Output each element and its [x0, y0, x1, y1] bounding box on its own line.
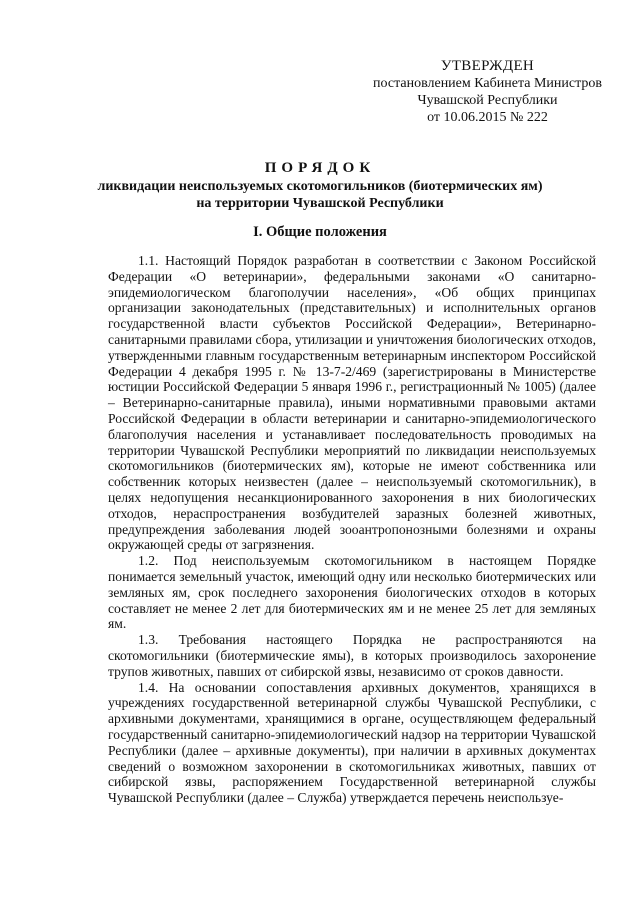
approval-heading: УТВЕРЖДЕН	[440, 58, 535, 74]
approval-line: от 10.06.2015 № 222	[427, 110, 548, 125]
document-title	[90, 158, 550, 212]
paragraph: 1.1. Настоящий Порядок разработан в соответствии с Законом Российской Федерации «О ветеринарии», федеральными законами «О санитарно-эпидемиологическом благополучии населения», «Об общих принципах организации законодательных (представительных) и исполнительных органов государственной власти субъектов Российской Федерации», Ветеринарно-санитарными правилами сбора, утилизации и уничтожения биологических отходов, утвержденными главным государственным ветеринарным инспектором Российской Федерации 4 декабря 1995 г. № 13-7-2/469 (зарегистрированы в Министерстве юстиции Российской Федерации 5 января 1996 г., регистрационный № 1005) (далее – Ветеринарно-санитарные правила), иными нормативными правовыми актами Российской Федерации в области ветеринарии и санитарно-эпидемиологического благополучия населения и устанавливает последовательность проводимых на территории Чувашской Республики мероприятий по ликвидации неиспользуемых скотомогильников (биотермических ям), которые не имеют собственника или собственник которых неизвестен (далее – неиспользуемый скотомогильник), в целях недопущения несанкционированного захоронения в них биологических отходов, нераспространения возбудителей заразных болезней животных, предупреждения заболевания людей зооантропонозными болезнями и охраны окружающей среды от загрязнения.	[108, 253, 596, 553]
title-line: ликвидации неиспользуемых скотомогильников (биотермических ям)	[97, 179, 543, 194]
title-word: ПОРЯДОК	[264, 160, 376, 176]
approval-stamp	[365, 58, 610, 126]
paragraph: 1.4. На основании сопоставления архивных документов, хранящихся в учреждениях государственной ветеринарной службы Чувашской Республики, с архивными документами, хранящимися в органе, осуществляющем федеральный государственный санитарно-эпидемиологический надзор на территории Чувашской Республики (далее – архивные документы), при наличии в архивных документах сведений о возможном захоронении в скотомогильниках животных, павших от сибирской язвы, распоряжением Государственной ветеринарной службы Чувашской Республики (далее – Служба) утверждается перечень неиспользуе-	[108, 679, 596, 806]
paragraph: 1.3. Требования настоящего Порядка не распространяются на скотомогильники (биотермические ямы), в которых производилось захоронение трупов животных, павших от сибирской язвы, независимо от сроков давности.	[108, 632, 596, 679]
paragraph: 1.2. Под неиспользуемым скотомогильником в настоящем Порядке понимается земельный участок, имеющий одну или несколько биотермических или земляных ям, срок последнего захоронения биологических отходов в которых составляет не менее 2 лет для биотермических ям и не менее 25 лет для земляных ям.	[108, 553, 596, 632]
body-text	[108, 253, 596, 806]
approval-line: постановлением Кабинета Министров	[373, 76, 602, 91]
approval-line: Чувашской Республики	[417, 93, 558, 108]
section-heading: I. Общие положения	[253, 224, 387, 240]
title-line: на территории Чувашской Республики	[196, 196, 444, 211]
